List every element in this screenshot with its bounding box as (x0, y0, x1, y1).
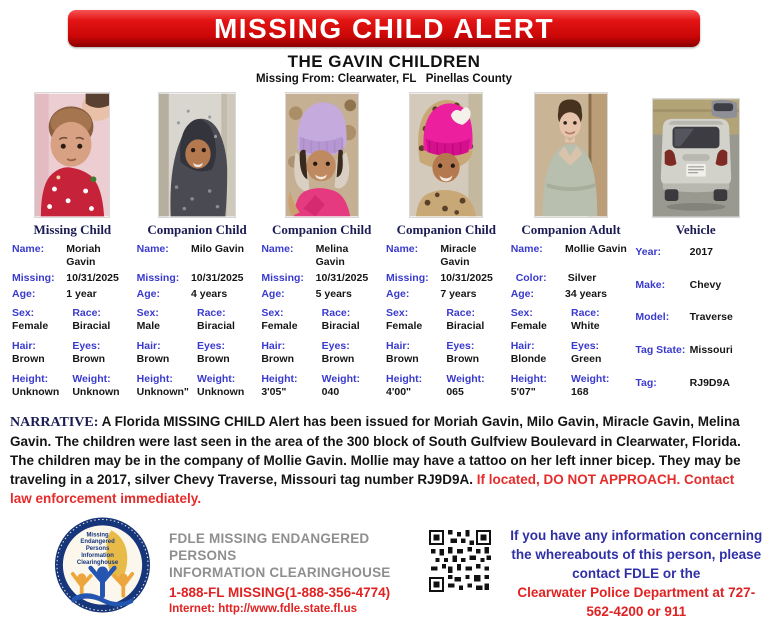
field-label-sex: Sex: (12, 307, 35, 319)
detail-rows (511, 243, 632, 403)
field-label-eyes: Eyes: (571, 340, 600, 352)
role-heading: Companion Child (147, 222, 247, 237)
info-text-blue: If you have any information concerning the whereabouts of this person, please contact FDLE or the (510, 528, 763, 581)
field-label-name: Name: (136, 243, 169, 255)
field-value-age: 4 years (190, 288, 228, 300)
field-label-hair: Hair: (386, 340, 410, 352)
field-row-name (261, 243, 382, 270)
field-row-missing (12, 272, 133, 288)
field-label-missing: Missing: (12, 272, 55, 284)
field-row-hair-eyes (511, 340, 632, 370)
fdle-contact-block (169, 530, 415, 615)
field-value-weight: Unknown (197, 385, 245, 398)
photo-vehicle (652, 98, 740, 218)
field-label-height: Height: (386, 373, 423, 385)
field-value-tag: RJ9D9A (689, 376, 730, 389)
field-value-eyes: Brown (321, 352, 355, 365)
field-row-missing (137, 272, 258, 288)
field-label-eyes: Eyes: (72, 340, 101, 352)
role-heading: Companion Child (272, 222, 372, 237)
field-label-name: Name: (510, 243, 543, 255)
field-label-eyes: Eyes: (446, 340, 475, 352)
narrative-alert-text: If located, DO NOT APPROACH. Contact law enforcement immediately. (10, 472, 735, 506)
role-heading: Missing Child (33, 222, 112, 237)
field-row-year (635, 246, 756, 259)
field-row-sex-race (137, 307, 258, 337)
field-value-height: Unknown (12, 385, 60, 398)
field-row-age (386, 288, 507, 304)
role-heading: Companion Child (396, 222, 497, 237)
field-value-sex: Female (386, 319, 423, 332)
field-row-sex-race (261, 307, 382, 337)
field-label-height: Height: (136, 373, 173, 385)
logo-text-line: Missing (86, 532, 109, 539)
field-label-weight: Weight: (321, 373, 360, 385)
subjects-row (0, 85, 768, 403)
field-label-eyes: Eyes: (197, 340, 226, 352)
info-contact-block (505, 526, 768, 621)
narrative-paragraph (10, 412, 758, 508)
fdle-clearinghouse-logo (52, 514, 153, 616)
field-label-race: Race: (571, 307, 600, 319)
field-row-hair-eyes (261, 340, 382, 370)
field-label-year: Year: (635, 246, 662, 258)
field-label-eyes: Eyes: (321, 340, 350, 352)
field-label-missing: Missing: (261, 272, 304, 284)
field-value-weight: 168 (571, 385, 589, 398)
field-label-hair: Hair: (261, 340, 286, 352)
logo-text-line: Endangered (80, 539, 115, 546)
field-label-name: Name: (386, 243, 419, 255)
field-value-missing: 10/31/2025 (440, 272, 493, 284)
field-value-name: Milo Gavin (190, 243, 245, 255)
field-label-age: Age: (136, 288, 161, 300)
field-label-age: Age: (386, 288, 410, 300)
field-label-weight: Weight: (446, 373, 485, 385)
field-row-height-weight (386, 373, 507, 403)
field-label-race: Race: (197, 307, 226, 319)
field-value-height: 3'05" (261, 385, 287, 398)
field-value-eyes: Brown (446, 352, 480, 365)
column-companion-adult-mollie (509, 88, 634, 403)
field-value-name: Mollie Gavin (564, 243, 627, 255)
field-value-color: Silver (567, 272, 597, 284)
footer (0, 514, 768, 621)
field-value-eyes: Brown (197, 352, 230, 365)
field-value-hair: Brown (12, 352, 45, 365)
field-label-color: Color: (515, 272, 547, 284)
field-value-age: 7 years (440, 288, 477, 300)
field-value-race: Biracial (72, 319, 111, 332)
field-label-weight: Weight: (72, 373, 111, 385)
field-label-missing: Missing: (136, 272, 180, 284)
field-row-name (386, 243, 507, 270)
subject-title: THE GAVIN CHILDREN (287, 52, 481, 71)
field-label-age: Age: (510, 288, 535, 300)
photo-moriah (34, 92, 110, 218)
photo-miracle (409, 92, 483, 218)
field-label-sex: Sex: (261, 307, 284, 319)
field-value-year: 2017 (689, 246, 714, 258)
field-value-height: 5'07" (510, 385, 536, 398)
fdle-org-line1: FDLE MISSING ENDANGERED PERSONS (169, 531, 370, 563)
field-value-age: 1 year (66, 288, 97, 300)
field-row-missing (386, 272, 507, 288)
field-label-race: Race: (72, 307, 101, 319)
field-label-race: Race: (446, 307, 475, 319)
field-label-weight: Weight: (197, 373, 236, 385)
field-value-hair: Brown (136, 352, 170, 365)
field-value-eyes: Green (571, 352, 602, 365)
field-value-missing: 10/31/2025 (190, 272, 244, 284)
field-label-weight: Weight: (571, 373, 610, 385)
photo-mollie (534, 92, 608, 218)
field-value-age: 5 years (315, 288, 352, 300)
field-value-hair: Blonde (510, 352, 547, 365)
field-value-sex: Female (510, 319, 547, 332)
field-value-name: Moriah Gavin (66, 243, 101, 268)
field-value-age: 34 years (564, 288, 608, 300)
field-value-make: Chevy (689, 278, 722, 291)
field-row-age (137, 288, 258, 304)
photo-melina (285, 92, 359, 218)
field-label-hair: Hair: (510, 340, 535, 352)
field-row-name (12, 243, 133, 270)
field-row-color (511, 272, 632, 288)
field-row-height-weight (12, 373, 133, 403)
field-row-model (635, 311, 756, 324)
field-row-height-weight (511, 373, 632, 403)
qr-code (429, 530, 491, 592)
field-row-age (261, 288, 382, 304)
field-row-sex-race (386, 307, 507, 337)
detail-rows (12, 243, 133, 403)
role-heading: Companion Adult (521, 222, 621, 237)
field-value-race: Biracial (446, 319, 485, 332)
field-row-make (635, 279, 756, 292)
photo-milo (158, 92, 236, 218)
field-label-sex: Sex: (136, 307, 159, 319)
detail-rows (386, 243, 507, 403)
field-value-race: Biracial (197, 319, 235, 332)
field-row-age (511, 288, 632, 304)
logo-text-line: Clearinghouse (76, 560, 119, 567)
fdle-website: Internet: http://www.fdle.state.fl.us (169, 603, 358, 615)
field-row-tag (635, 377, 756, 390)
field-label-hair: Hair: (136, 340, 161, 352)
column-vehicle (633, 88, 758, 403)
logo-text-line: Information (81, 553, 114, 560)
field-row-hair-eyes (137, 340, 258, 370)
field-value-sex: Male (136, 319, 161, 332)
field-label-name: Name: (12, 243, 45, 255)
fdle-phone: 1-888-FL MISSING(1-888-356-4774) (169, 585, 391, 600)
field-value-race: White (571, 319, 600, 332)
field-value-tag-state: Missouri (689, 343, 733, 356)
field-label-sex: Sex: (510, 307, 533, 319)
field-value-hair: Brown (261, 352, 295, 365)
column-companion-child-melina (259, 88, 384, 403)
field-label-sex: Sex: (386, 307, 409, 319)
field-value-weight: 065 (446, 385, 464, 398)
field-row-name (511, 243, 632, 270)
field-value-height: 4'00" (386, 385, 412, 398)
field-label-make: Make: (635, 278, 666, 291)
field-value-hair: Brown (386, 352, 419, 365)
alert-banner-title: MISSING CHILD ALERT (213, 12, 555, 44)
missing-child-alert-poster (0, 10, 768, 619)
logo-text-line: Persons (85, 546, 110, 553)
column-missing-child-moriah (10, 88, 135, 403)
field-row-missing (261, 272, 382, 288)
field-value-race: Biracial (321, 319, 360, 332)
detail-rows (137, 243, 258, 403)
field-label-missing: Missing: (386, 272, 429, 284)
field-row-hair-eyes (386, 340, 507, 370)
field-row-tag-state (635, 344, 756, 357)
narrative-label: NARRATIVE: (10, 415, 99, 430)
field-value-sex: Female (12, 319, 49, 332)
field-value-name: Melina Gavin (315, 243, 349, 268)
field-label-age: Age: (261, 288, 285, 300)
field-label-hair: Hair: (12, 340, 36, 352)
column-companion-child-milo (135, 88, 260, 403)
fdle-org-line2: INFORMATION CLEARINGHOUSE (169, 565, 391, 580)
field-row-height-weight (261, 373, 382, 403)
field-value-sex: Female (261, 319, 298, 332)
field-value-weight: Unknown (72, 385, 120, 398)
info-text-red: Clearwater Police Department at 727-562-4200 or 911 (517, 585, 756, 619)
field-label-tag: Tag: (635, 376, 657, 389)
missing-from-line: Missing From: Clearwater, FL Pinellas County (255, 73, 513, 85)
field-value-missing: 10/31/2025 (315, 272, 369, 284)
field-value-weight: 040 (321, 385, 340, 398)
field-value-eyes: Brown (72, 352, 105, 365)
field-row-sex-race (12, 307, 133, 337)
field-label-height: Height: (261, 373, 298, 385)
field-label-race: Race: (321, 307, 351, 319)
field-label-name: Name: (261, 243, 294, 255)
field-row-height-weight (137, 373, 258, 403)
field-label-tag-state: Tag State: (635, 343, 686, 356)
field-value-missing: 10/31/2025 (66, 272, 119, 284)
narrative-body: A Florida MISSING CHILD Alert has been issued for Moriah Gavin, Milo Gavin, Miracle Gavin, Melina Gavin. The children were last seen in the area of the 300 block of South Gulfview Boulevard in Clearwater, Florida. The children may be in the company of Mollie Gavin. Mollie may have a tattoo on her left inner bicep. They may be traveling in a 2017, silver Chevy Traverse, Missouri tag number RJ9D9A. (10, 414, 741, 487)
field-value-name: Miracle Gavin (440, 243, 477, 268)
vehicle-detail-rows (635, 243, 756, 389)
field-row-sex-race (511, 307, 632, 337)
field-value-height: Unknown" (136, 385, 189, 398)
detail-rows (261, 243, 382, 403)
field-label-height: Height: (510, 373, 547, 385)
field-label-model: Model: (635, 311, 670, 324)
field-row-name (137, 243, 258, 270)
alert-banner (68, 10, 700, 47)
field-label-height: Height: (12, 373, 49, 385)
column-companion-child-miracle (384, 88, 509, 403)
field-label-age: Age: (12, 288, 36, 300)
field-row-hair-eyes (12, 340, 133, 370)
field-row-age (12, 288, 133, 304)
role-heading: Vehicle (675, 222, 716, 237)
field-value-model: Traverse (689, 311, 733, 324)
